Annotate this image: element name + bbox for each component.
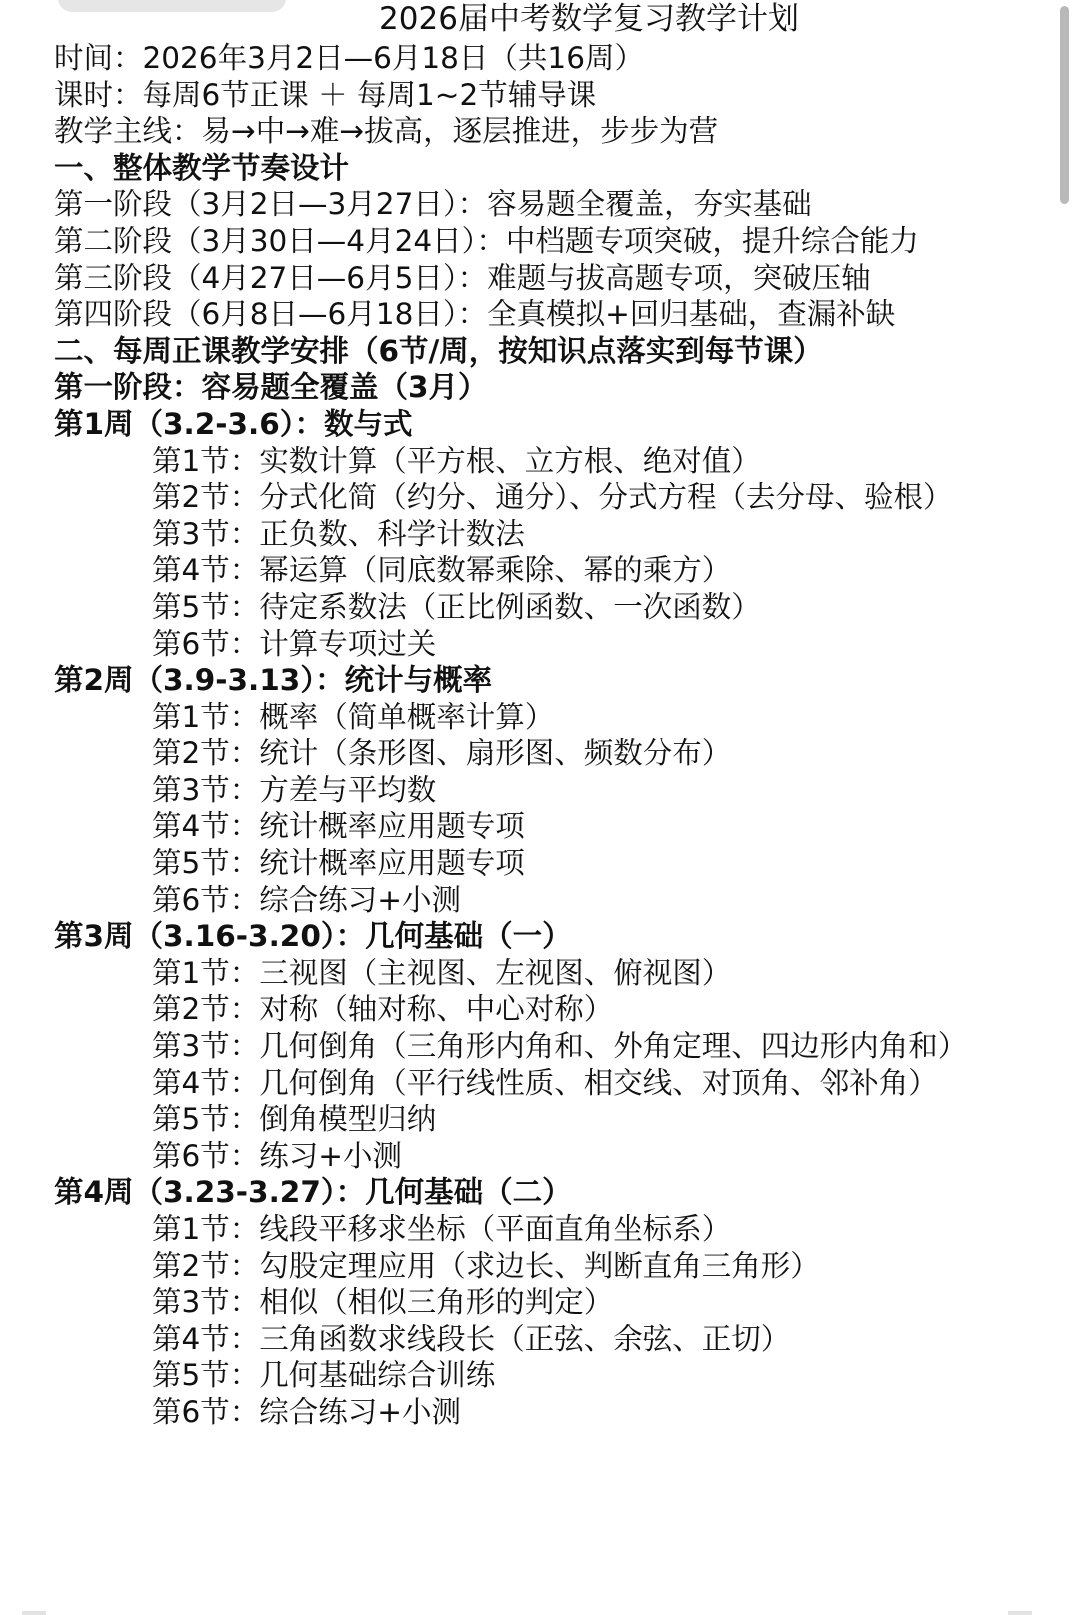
lesson-line: 第2节：勾股定理应用（求边长、判断直角三角形）: [152, 1248, 820, 1283]
section-heading-weekly: 二、每周正课教学安排（6节/周，按知识点落实到每节课）: [54, 333, 823, 368]
scrollbar-thumb[interactable]: [1060, 6, 1069, 204]
corner-mark-left: [22, 1611, 46, 1615]
lesson-line: 第3节：相似（相似三角形的判定）: [152, 1285, 614, 1320]
lesson-line: 第1节：概率（简单概率计算）: [152, 699, 555, 734]
lesson-line: 第2节：分式化简（约分、通分）、分式方程（去分母、验根）: [152, 480, 953, 515]
week-heading: 第4周（3.23-3.27）：几何基础（二）: [54, 1175, 572, 1210]
lesson-line: 第1节：线段平移求坐标（平面直角坐标系）: [152, 1212, 732, 1246]
scrollbar-track[interactable]: [1053, 0, 1080, 1615]
week-heading: 第1周（3.2-3.6）：数与式: [54, 406, 413, 441]
document-body: [54, 0, 1044, 1431]
lesson-line: 第6节：综合练习+小测: [152, 882, 461, 917]
lesson-line: 第1节：实数计算（平方根、立方根、绝对值）: [152, 443, 761, 478]
lesson-line: 第3节：正负数、科学计数法: [152, 516, 525, 551]
lesson-line: 第5节：统计概率应用题专项: [152, 846, 525, 881]
stage-line: 第二阶段（3月30日—4月24日）：中档题专项突破，提升综合能力: [54, 223, 919, 258]
meta-time: 时间：2026年3月2日—6月18日（共16周）: [54, 41, 644, 75]
lesson-line: 第4节：统计概率应用题专项: [152, 809, 525, 844]
lesson-line: 第4节：三角函数求线段长（正弦、余弦、正切）: [152, 1321, 791, 1356]
week-heading: 第2周（3.9-3.13）：统计与概率: [54, 663, 493, 698]
lesson-line: 第6节：计算专项过关: [152, 626, 437, 661]
lesson-line: 第2节：对称（轴对称、中心对称）: [152, 992, 614, 1027]
lesson-line: 第4节：幂运算（同底数幂乘除、幂的乘方）: [152, 553, 732, 588]
lesson-line: 第6节：练习+小测: [152, 1138, 402, 1173]
corner-mark-right: [1008, 1611, 1032, 1615]
lesson-line: 第1节：三视图（主视图、左视图、俯视图）: [152, 955, 732, 990]
lesson-line: 第5节：待定系数法（正比例函数、一次函数）: [152, 589, 761, 624]
page-title: 2026届中考数学复习教学计划: [379, 1, 799, 37]
lesson-line: 第2节：统计（条形图、扇形图、频数分布）: [152, 736, 732, 771]
stage-line: 第三阶段（4月27日—6月5日）：难题与拔高题专项，突破压轴: [54, 260, 871, 295]
week-heading: 第3周（3.16-3.20）：几何基础（一）: [54, 919, 572, 954]
lesson-line: 第5节：倒角模型归纳: [152, 1102, 437, 1137]
lesson-line: 第5节：几何基础综合训练: [152, 1358, 496, 1393]
lesson-line: 第6节：综合练习+小测: [152, 1394, 461, 1429]
section-heading-rhythm: 一、整体教学节奏设计: [54, 150, 350, 185]
meta-hours: 课时：每周6节正课 ＋ 每周1~2节辅导课: [54, 77, 597, 112]
stage-line: 第一阶段（3月2日—3月27日）：容易题全覆盖，夯实基础: [54, 187, 812, 222]
lesson-line: 第3节：几何倒角（三角形内角和、外角定理、四边形内角和）: [152, 1029, 968, 1064]
lesson-line: 第3节：方差与平均数: [152, 772, 437, 807]
stage-line: 第四阶段（6月8日—6月18日）：全真模拟+回归基础，查漏补缺: [54, 297, 896, 332]
lesson-line: 第4节：几何倒角（平行线性质、相交线、对顶角、邻补角）: [152, 1065, 938, 1100]
stage-heading: 第一阶段：容易题全覆盖（3月）: [54, 370, 488, 405]
meta-mainline: 教学主线：易→中→难→拔高，逐层推进，步步为营: [54, 114, 719, 149]
